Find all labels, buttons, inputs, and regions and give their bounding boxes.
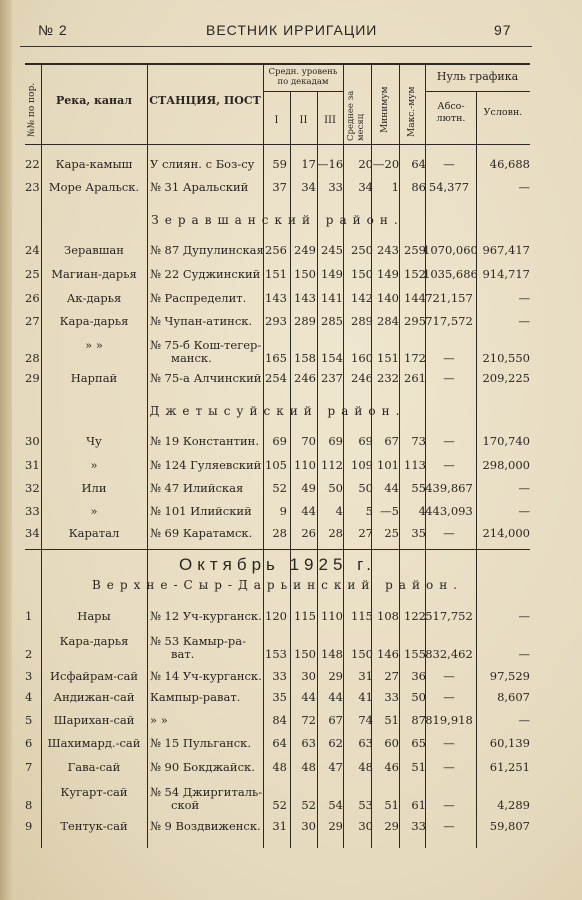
book-binding [0, 0, 12, 900]
row-decade-2: 158 [294, 351, 316, 365]
row-station: № 47 Илийская [150, 481, 244, 495]
row-zero-abs: — [443, 157, 455, 171]
row-zero-rel: 46,688 [489, 157, 530, 171]
row-decade-2: 63 [301, 736, 316, 750]
row-month-avg: 246 [351, 371, 373, 385]
row-decade-2: 249 [294, 243, 316, 257]
row-decade-3: 29 [328, 669, 343, 683]
row-max: 172 [404, 351, 426, 365]
row-zero-rel: 61,251 [489, 760, 530, 774]
row-zero-abs: 443,093 [425, 504, 473, 518]
row-decade-1: 28 [272, 526, 287, 540]
row-max: 55 [411, 481, 426, 495]
row-min: 51 [384, 798, 399, 812]
row-river: Кара-дарья [59, 314, 129, 328]
issue-number: № 2 [38, 22, 68, 38]
region-heading-upper-syr-darya: Верхне-Сыр-Дарьинский район. [91, 578, 463, 592]
col-header-river: Река, канал [55, 94, 132, 107]
row-zero-abs: — [443, 798, 455, 812]
row-max: 87 [411, 713, 426, 727]
row-station: № 14 Уч-курганск. [150, 669, 262, 683]
row-zero-rel: — [518, 291, 530, 305]
col-header-number: №№ по пор. [27, 82, 37, 137]
row-decade-2: 110 [294, 458, 316, 472]
row-max: 259 [404, 243, 426, 257]
row-station: № 22 Суджинский [150, 267, 261, 281]
row-zero-rel: — [518, 180, 530, 194]
row-zero-rel: 60,139 [489, 736, 530, 750]
row-max: 113 [404, 458, 426, 472]
row-max: 36 [411, 669, 426, 683]
row-number: 1 [25, 609, 33, 623]
row-decade-2: 150 [294, 647, 316, 661]
row-month-avg: 41 [358, 690, 373, 704]
row-max: 35 [411, 526, 426, 540]
row-zero-abs: — [443, 669, 455, 683]
row-decade-2: 246 [294, 371, 316, 385]
row-month-avg: 150 [351, 647, 373, 661]
row-min: 29 [384, 819, 399, 833]
row-zero-rel: — [518, 713, 530, 727]
row-decade-2: 72 [301, 713, 316, 727]
row-min: 101 [377, 458, 399, 472]
row-station-cont: ват. [171, 647, 195, 661]
row-zero-abs: 717,572 [425, 314, 473, 328]
row-max: 73 [411, 434, 426, 448]
row-decade-3: 54 [328, 798, 343, 812]
row-river: Кугарт-сай [60, 785, 128, 799]
row-decade-3: 149 [321, 267, 343, 281]
row-river: Исфайрам-сай [49, 669, 138, 683]
month-heading: Октябрь 1925 г. [178, 555, 376, 574]
row-max: 50 [411, 690, 426, 704]
row-station: № 19 Константин. [150, 434, 259, 448]
row-zero-rel: 914,717 [482, 267, 530, 281]
col-header-max: Макс.-мум [407, 86, 417, 137]
row-min: 1 [391, 180, 399, 194]
row-decade-3: 29 [328, 819, 343, 833]
row-zero-abs: 721,157 [425, 291, 473, 305]
row-month-avg: 30 [358, 819, 373, 833]
row-river: Андижан-сай [53, 690, 135, 704]
row-min: 27 [384, 669, 399, 683]
row-river: Или [81, 481, 107, 495]
col-header-abs: Абсо-лютн. [436, 101, 466, 124]
row-river: Тентук-сай [60, 819, 128, 833]
row-max: 33 [411, 819, 426, 833]
row-decade-2: 30 [301, 669, 316, 683]
region-heading-dzhetysu: Джетысуйский район. [149, 404, 406, 418]
row-river: Зеравшан [64, 243, 124, 257]
row-zero-rel: 967,417 [482, 243, 530, 257]
row-number: 33 [25, 504, 40, 518]
row-station: № 12 Уч-курганск. [150, 609, 262, 623]
row-decade-3: 4 [335, 504, 343, 518]
row-decade-2: 49 [301, 481, 316, 495]
row-zero-abs: — [443, 819, 455, 833]
row-decade-3: 112 [321, 458, 343, 472]
row-zero-rel: — [518, 609, 530, 623]
row-number: 4 [25, 690, 33, 704]
row-zero-abs: — [443, 351, 455, 365]
row-min: 146 [377, 647, 399, 661]
row-min: —5 [380, 504, 399, 518]
page-header [38, 22, 522, 42]
row-min: 151 [377, 351, 399, 365]
row-station: № 90 Бокджайск. [150, 760, 255, 774]
row-min: 46 [384, 760, 399, 774]
row-zero-abs: 832,462 [425, 647, 473, 661]
row-min: 67 [384, 434, 399, 448]
row-max: 295 [404, 314, 426, 328]
row-decade-2: 48 [301, 760, 316, 774]
row-decade-3: 245 [321, 243, 343, 257]
row-number: 2 [25, 647, 33, 661]
row-decade-1: 9 [279, 504, 287, 518]
row-decade-1: 37 [272, 180, 287, 194]
row-max: 261 [404, 371, 426, 385]
row-river: » [90, 504, 98, 518]
row-month-avg: 20 [358, 157, 373, 171]
row-min: 25 [384, 526, 399, 540]
row-month-avg: 50 [358, 481, 373, 495]
row-decade-3: 50 [328, 481, 343, 495]
row-decade-2: 44 [301, 504, 316, 518]
row-decade-3: 154 [321, 351, 343, 365]
row-station: № Чупан-атинск. [150, 314, 253, 328]
row-zero-rel: — [518, 647, 530, 661]
row-decade-2: 150 [294, 267, 316, 281]
row-decade-3: 33 [328, 180, 343, 194]
row-zero-rel: 8,607 [497, 690, 530, 704]
row-decade-1: 254 [265, 371, 287, 385]
row-number: 5 [25, 713, 33, 727]
row-zero-rel: — [518, 504, 530, 518]
row-month-avg: 142 [351, 291, 373, 305]
row-month-avg: 53 [358, 798, 373, 812]
row-decade-3: 285 [321, 314, 343, 328]
row-decade-2: 44 [301, 690, 316, 704]
row-number: 34 [25, 526, 40, 540]
row-station: № 75-а Алчинский [150, 371, 262, 385]
row-decade-1: 35 [272, 690, 287, 704]
row-number: 29 [25, 371, 40, 385]
row-max: 122 [404, 609, 426, 623]
row-decade-1: 59 [272, 157, 287, 171]
row-river: Кара-камыш [55, 157, 133, 171]
row-number: 26 [25, 291, 40, 305]
row-zero-rel: 170,740 [482, 434, 530, 448]
row-decade-1: 84 [272, 713, 287, 727]
row-number: 24 [25, 243, 40, 257]
row-decade-2: 115 [294, 609, 316, 623]
row-decade-1: 120 [265, 609, 287, 623]
row-zero-abs: — [443, 526, 455, 540]
row-number: 6 [25, 736, 33, 750]
row-month-avg: 250 [351, 243, 373, 257]
row-station: № 124 Гуляевский [150, 458, 262, 472]
row-station-cont: манск. [171, 351, 212, 365]
col-header-d1: I [274, 115, 279, 126]
row-number: 8 [25, 798, 33, 812]
row-zero-rel: 4,289 [497, 798, 530, 812]
row-decade-2: 30 [301, 819, 316, 833]
section-rule [25, 549, 530, 550]
region-heading-zeravshan: Зеравшанский район. [151, 213, 404, 227]
col-header-d3: III [324, 115, 336, 126]
row-min: 44 [384, 481, 399, 495]
row-month-avg: 31 [358, 669, 373, 683]
row-decade-1: 33 [272, 669, 287, 683]
row-number: 30 [25, 434, 40, 448]
row-min: 108 [377, 609, 399, 623]
row-decade-1: 151 [265, 267, 287, 281]
row-number: 28 [25, 351, 40, 365]
row-decade-1: 143 [265, 291, 287, 305]
row-zero-rel: 214,000 [482, 526, 530, 540]
row-decade-2: 289 [294, 314, 316, 328]
row-max: 144 [404, 291, 426, 305]
row-decade-3: 237 [321, 371, 343, 385]
row-station: № 75-б Кош-тегер- [150, 338, 262, 352]
row-number: 31 [25, 458, 40, 472]
row-month-avg: 27 [358, 526, 373, 540]
row-river: Шарихан-сай [53, 713, 135, 727]
row-station: » » [150, 713, 168, 727]
row-decade-3: 28 [328, 526, 343, 540]
row-decade-2: 34 [301, 180, 316, 194]
row-zero-abs: — [443, 736, 455, 750]
row-zero-abs: 517,752 [425, 609, 473, 623]
row-decade-3: 148 [321, 647, 343, 661]
row-zero-rel: 97,529 [489, 669, 530, 683]
col-header-avg-decade: Средн. уровень по декадам [268, 67, 338, 87]
row-river: Кара-дарья [59, 634, 129, 648]
col-header-zero: Нуль графика [436, 70, 519, 83]
row-station-cont: ской [171, 798, 200, 812]
row-station: У слиян. с Боз-су [150, 157, 255, 171]
col-header-rel: Условн. [483, 107, 523, 118]
row-month-avg: 160 [351, 351, 373, 365]
row-min: 60 [384, 736, 399, 750]
row-decade-3: 141 [321, 291, 343, 305]
row-zero-abs: 439,867 [425, 481, 473, 495]
row-decade-2: 70 [301, 434, 316, 448]
row-zero-abs: — [443, 371, 455, 385]
row-zero-abs: — [443, 690, 455, 704]
row-min: 149 [377, 267, 399, 281]
row-decade-1: 153 [265, 647, 287, 661]
row-max: 152 [404, 267, 426, 281]
row-zero-abs: — [443, 760, 455, 774]
row-max: 61 [411, 798, 426, 812]
row-month-avg: 69 [358, 434, 373, 448]
row-station: № 69 Каратамск. [150, 526, 253, 540]
row-station: Кампыр-рават. [150, 690, 241, 704]
row-decade-3: 44 [328, 690, 343, 704]
row-river: Магиан-дарья [51, 267, 137, 281]
row-zero-abs: 1035,686 [423, 267, 478, 281]
row-month-avg: 34 [358, 180, 373, 194]
row-decade-2: 26 [301, 526, 316, 540]
row-zero-abs: 819,918 [425, 713, 473, 727]
page-number: 97 [494, 22, 512, 38]
row-zero-rel: 298,000 [482, 458, 530, 472]
row-decade-3: 62 [328, 736, 343, 750]
row-zero-abs: 54,377 [428, 180, 470, 194]
row-min: 243 [377, 243, 399, 257]
row-river: Чу [86, 434, 102, 448]
row-river: Гава-сай [67, 760, 121, 774]
row-decade-1: 293 [265, 314, 287, 328]
row-decade-2: 52 [301, 798, 316, 812]
row-number: 23 [25, 180, 40, 194]
row-zero-abs: 1070,060 [423, 243, 478, 257]
row-river: Шахимард.-сай [47, 736, 141, 750]
header-rule [20, 46, 532, 47]
col-header-d2: II [299, 115, 308, 126]
row-zero-rel: 209,225 [482, 371, 530, 385]
row-decade-1: 52 [272, 481, 287, 495]
row-station: № 15 Пульганск. [150, 736, 252, 750]
row-station: № 101 Илийский [150, 504, 252, 518]
row-min: 51 [384, 713, 399, 727]
row-min: 284 [377, 314, 399, 328]
row-river: Ак-дарья [66, 291, 122, 305]
row-decade-1: 31 [272, 819, 287, 833]
row-zero-rel: — [518, 481, 530, 495]
row-month-avg: 109 [351, 458, 373, 472]
row-max: 64 [411, 157, 426, 171]
row-decade-3: 69 [328, 434, 343, 448]
row-decade-1: 64 [272, 736, 287, 750]
journal-title: ВЕСТНИК ИРРИГАЦИИ [206, 22, 378, 38]
row-station: № 31 Аральский [150, 180, 249, 194]
row-month-avg: 63 [358, 736, 373, 750]
row-number: 32 [25, 481, 40, 495]
row-zero-rel: — [518, 314, 530, 328]
row-zero-abs: — [443, 434, 455, 448]
row-decade-2: 17 [301, 157, 316, 171]
row-max: 51 [411, 760, 426, 774]
row-decade-3: —16 [317, 157, 344, 171]
row-zero-rel: 59,807 [489, 819, 530, 833]
row-decade-1: 256 [265, 243, 287, 257]
row-decade-1: 69 [272, 434, 287, 448]
row-station: № 53 Камыр-ра- [150, 634, 247, 648]
row-zero-rel: 210,550 [482, 351, 530, 365]
row-decade-3: 110 [321, 609, 343, 623]
row-month-avg: 115 [351, 609, 373, 623]
row-decade-3: 67 [328, 713, 343, 727]
row-number: 25 [25, 267, 40, 281]
row-station: № 54 Джиргиталь- [150, 785, 263, 799]
row-decade-1: 52 [272, 798, 287, 812]
row-decade-1: 105 [265, 458, 287, 472]
row-river: Нарпай [70, 371, 118, 385]
row-number: 27 [25, 314, 40, 328]
row-decade-1: 165 [265, 351, 287, 365]
row-month-avg: 289 [351, 314, 373, 328]
row-decade-1: 48 [272, 760, 287, 774]
data-table [25, 63, 530, 848]
row-decade-3: 47 [328, 760, 343, 774]
col-header-month-avg: Среднее за месяц [346, 90, 366, 141]
row-number: 9 [25, 819, 33, 833]
row-min: 33 [384, 690, 399, 704]
row-month-avg: 150 [351, 267, 373, 281]
row-river: Море Аральск. [48, 180, 140, 194]
row-number: 22 [25, 157, 40, 171]
row-month-avg: 74 [358, 713, 373, 727]
col-header-min: Минимум [380, 86, 390, 133]
row-min: —20 [373, 157, 400, 171]
row-max: 4 [418, 504, 426, 518]
row-zero-abs: — [443, 458, 455, 472]
row-station: № 87 Дупулинская [150, 243, 264, 257]
row-max: 65 [411, 736, 426, 750]
row-river: » » [85, 338, 103, 352]
col-header-station: СТАНЦИЯ, ПОСТ [149, 94, 261, 107]
row-max: 86 [411, 180, 426, 194]
row-month-avg: 48 [358, 760, 373, 774]
row-river: Каратал [68, 526, 120, 540]
row-station: № 9 Воздвиженск. [150, 819, 261, 833]
row-number: 7 [25, 760, 33, 774]
row-min: 232 [377, 371, 399, 385]
row-river: Нары [77, 609, 111, 623]
row-number: 3 [25, 669, 33, 683]
row-month-avg: 5 [365, 504, 373, 518]
row-max: 155 [404, 647, 426, 661]
row-station: № Распределит. [150, 291, 247, 305]
row-min: 140 [377, 291, 399, 305]
row-decade-2: 143 [294, 291, 316, 305]
row-river: » [90, 458, 98, 472]
